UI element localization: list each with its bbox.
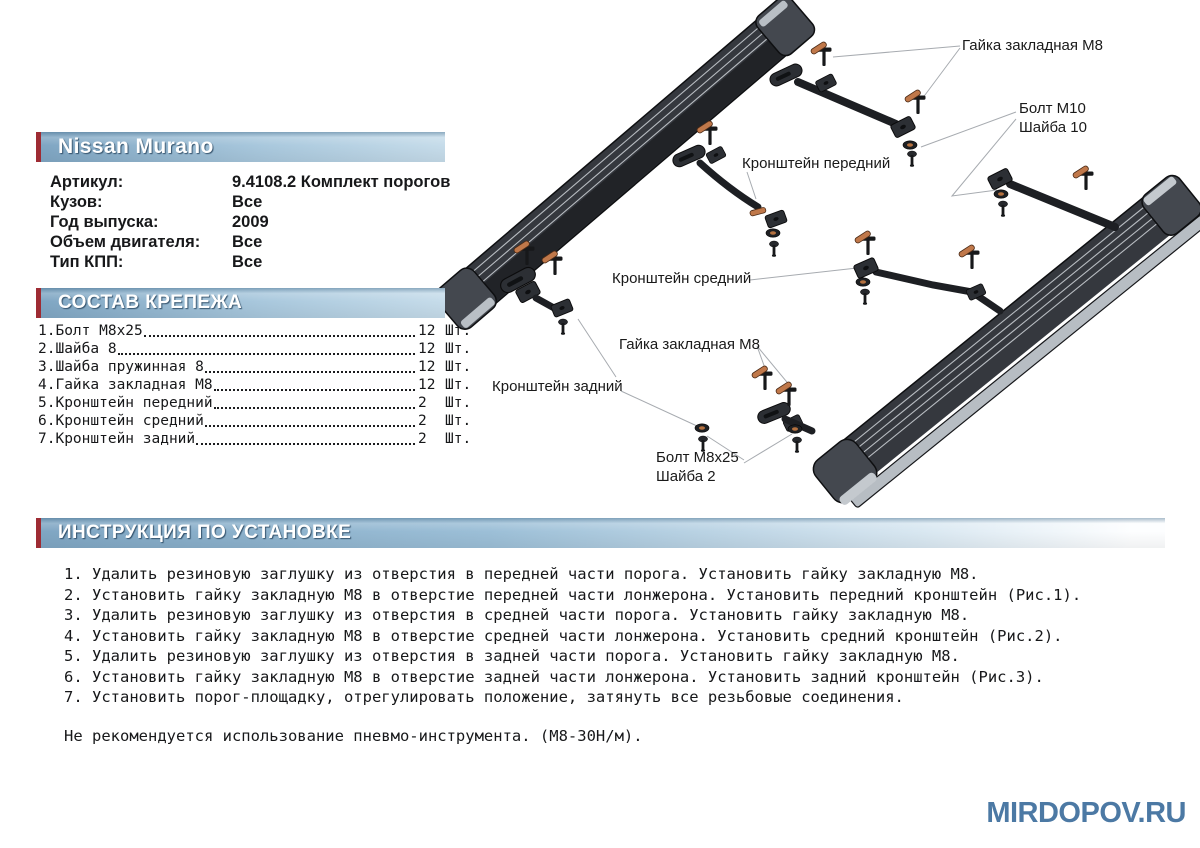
hardware-item-name: 6.Кронштейн средний [38,413,204,429]
instruction-step: 1. Удалить резиновую заглушку из отверстия в передней части порога. Установить гайку закладную М8. [64,565,979,583]
hardware-item-name: 7.Кронштейн задний [38,431,196,447]
product-header-bar [36,132,445,162]
instruction-step: 5. Удалить резиновую заглушку из отверстия в задней части порога. Установить гайку закладную М8. [64,647,960,665]
callout-embedded-nut-top: Гайка закладная М8 [962,37,1103,54]
dotted-leader [205,371,415,373]
site-watermark: MIRDOPOV.RU [986,797,1186,829]
hardware-item-unit: Шт. [445,377,472,393]
middle-bracket-left-icon [671,120,788,257]
instruction-step: 3. Удалить резиновую заглушку из отверстия в средней части порога. Установить гайку закладную М8. [64,606,970,624]
hardware-item-name: 1.Болт М8х25 [38,323,143,339]
hardware-header-bar [36,288,445,318]
instruction-steps [64,564,1174,708]
hardware-item-name: 2.Шайба 8 [38,341,117,357]
spec-label: Объем двигателя: [50,233,201,251]
hardware-item-qty: 12 [418,341,436,357]
instructions-note: Не рекомендуется использование пневмо-инструмента. (М8-30Н/м). [64,727,643,745]
hardware-list [38,322,479,448]
spec-value: Все [232,193,263,211]
hardware-item-unit: Шт. [445,395,472,411]
hardware-item-qty: 2 [418,413,427,429]
front-bracket-left-icon [768,41,926,167]
instruction-step: 4. Установить гайку закладную М8 в отверстие средней части лонжерона. Установить средний кронштейн (Рис.2). [64,626,1063,645]
spec-label: Тип КПП: [50,253,124,271]
spec-value: 9.4108.2 Комплект порогов [232,173,451,191]
instructions-heading: ИНСТРУКЦИЯ ПО УСТАНОВКЕ [58,522,352,543]
spec-value: Все [232,253,263,271]
callout-middle-bracket: Кронштейн средний [612,270,752,287]
callout-embedded-nut-bottom: Гайка закладная М8 [619,336,760,353]
hardware-item-unit: Шт. [445,323,472,339]
hardware-row [38,376,479,394]
hardware-row [38,322,479,340]
spec-row [50,172,520,192]
hardware-item-qty: 2 [418,431,427,447]
dotted-leader [144,335,415,337]
callout-bolt-m10-washer10: Болт М10 Шайба 10 [1019,100,1087,136]
instruction-step: 7. Установить порог-площадку, отрегулировать положение, затянуть все резьбовые соединения. [64,688,904,706]
instruction-step: 2. Установить гайку закладную М8 в отверстие передней части лонжерона. Установить передний кронштейн (Рис.1). [64,585,1082,604]
hardware-row [38,412,479,430]
hardware-item-unit: Шт. [445,431,472,447]
spec-row [50,232,520,252]
hardware-heading: СОСТАВ КРЕПЕЖА [58,292,243,313]
spec-row [50,192,520,212]
front-bracket-right-icon [987,165,1115,227]
spec-value: Все [232,233,263,251]
callout-rear-bracket: Кронштейн задний [492,378,623,395]
hardware-row [38,358,479,376]
product-specs [50,172,520,272]
callout-bolt-m8x25-washer2: Болт М8х25 Шайба 2 [656,449,739,485]
hardware-item-name: 3.Шайба пружинная 8 [38,359,204,375]
spec-row [50,212,520,232]
hardware-item-unit: Шт. [445,341,472,357]
dotted-leader [205,425,415,427]
hardware-item-qty: 12 [418,323,436,339]
instruction-step: 6. Установить гайку закладную М8 в отверстие задней части лонжерона. Установить задний кронштейн (Рис.3). [64,667,1044,686]
dotted-leader [214,407,415,409]
hardware-row [38,340,479,358]
hardware-row [38,394,479,412]
hardware-item-unit: Шт. [445,413,472,429]
hardware-item-qty: 12 [418,359,436,375]
hardware-item-unit: Шт. [445,359,472,375]
dotted-leader [214,389,415,391]
dotted-leader [118,353,415,355]
callout-front-bracket: Кронштейн передний [742,155,891,172]
spec-label: Артикул: [50,173,124,191]
spec-value: 2009 [232,213,269,231]
dotted-leader [196,443,415,445]
hardware-item-name: 4.Гайка закладная М8 [38,377,213,393]
middle-bracket-right-icon [853,230,1000,311]
spec-row [50,252,520,272]
hardware-item-qty: 12 [418,377,436,393]
instructions-header-bar [36,518,1165,548]
hardware-row [38,430,479,448]
hardware-item-qty: 2 [418,395,427,411]
spec-label: Год выпуска: [50,213,159,231]
running-board-right-icon [809,171,1200,515]
hardware-item-name: 5.Кронштейн передний [38,395,213,411]
page-title: Nissan Murano [58,135,214,158]
spec-label: Кузов: [50,193,103,211]
